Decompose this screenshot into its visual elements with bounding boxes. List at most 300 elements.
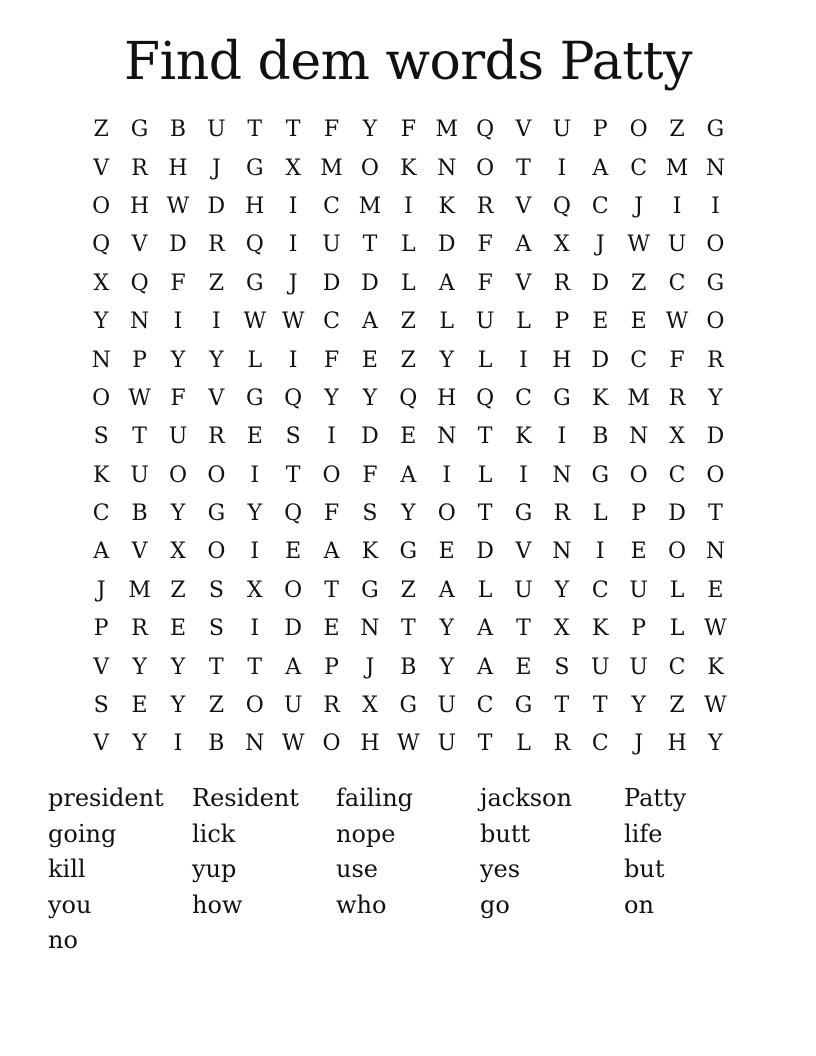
grid-letter: T [324, 577, 339, 603]
grid-letter: S [208, 577, 224, 603]
grid-letter: V [515, 193, 532, 219]
grid-letter: D [361, 424, 379, 450]
grid-letter: D [706, 424, 725, 450]
grid-letter: O [629, 462, 648, 488]
grid-letter: H [552, 347, 572, 373]
grid-letter: A [361, 309, 378, 335]
grid-letter: U [475, 309, 495, 335]
grid-letter: D [207, 193, 226, 219]
grid-letter: N [629, 424, 649, 450]
grid-letter: P [554, 309, 570, 335]
grid-letter: Z [208, 270, 225, 296]
grid-letter: Q [245, 232, 264, 258]
grid-letter: K [438, 193, 455, 219]
grid-letter: S [93, 693, 109, 719]
grid-letter: R [323, 693, 340, 719]
grid-letter: O [207, 539, 226, 565]
grid-letter: X [554, 232, 570, 258]
grid-letter: Y [439, 347, 454, 373]
grid-letter: Y [247, 501, 263, 527]
grid-letter: Z [669, 117, 685, 143]
grid-letter: I [711, 193, 720, 219]
grid-letter: G [245, 155, 264, 181]
grid-letter: I [557, 424, 567, 450]
grid-letter: O [322, 731, 341, 757]
grid-letter: N [705, 539, 726, 565]
grid-letter: X [285, 155, 301, 181]
grid-letter: F [170, 270, 186, 296]
grid-letter: Q [476, 117, 495, 143]
grid-letter: N [552, 462, 572, 488]
grid-letter: Z [631, 270, 647, 296]
grid-letter: W [704, 693, 727, 719]
grid-letter: Y [209, 347, 224, 373]
grid-letter: Q [552, 193, 571, 219]
grid-letter: C [630, 347, 648, 373]
grid-letter: U [552, 117, 572, 143]
grid-letter: Z [93, 117, 109, 143]
grid-letter: F [323, 347, 340, 373]
grid-letter: X [170, 539, 186, 565]
puzzle-title: Find dem words Patty [124, 32, 692, 92]
grid-letter: I [250, 462, 260, 488]
grid-letter: T [516, 616, 531, 642]
grid-letter: G [591, 462, 610, 488]
grid-letter: X [554, 616, 570, 642]
grid-letter: H [129, 193, 150, 219]
grid-letter: E [630, 309, 647, 335]
grid-letter: L [477, 577, 493, 603]
grid-letter: Y [170, 693, 186, 719]
grid-letter: O [168, 462, 187, 488]
grid-letter: T [285, 462, 301, 488]
grid-letter: O [322, 462, 341, 488]
grid-letter: U [591, 654, 610, 680]
grid-letter: S [208, 616, 224, 642]
grid-letter: O [629, 117, 648, 143]
grid-letter: V [515, 270, 532, 296]
grid-letter: N [437, 155, 457, 181]
grid-letter: K [515, 424, 532, 450]
grid-letter: Y [170, 501, 186, 527]
grid-letter: G [245, 270, 264, 296]
grid-letter: Z [208, 693, 225, 719]
grid-letter: Z [170, 577, 186, 603]
grid-letter: G [553, 385, 571, 411]
grid-letter: R [208, 232, 225, 258]
grid-letter: O [360, 155, 379, 181]
grid-letter: Y [324, 385, 339, 411]
grid-letter: I [173, 731, 183, 757]
grid-letter: C [92, 501, 110, 527]
grid-letter: V [93, 731, 110, 757]
grid-letter: A [477, 654, 494, 680]
grid-letter: I [212, 309, 221, 335]
grid-letter: Y [708, 385, 723, 411]
grid-letter: P [592, 117, 608, 143]
grid-letter: V [515, 539, 532, 565]
grid-letter: P [631, 501, 647, 527]
word-list-item: jackson [480, 784, 572, 812]
grid-letter: X [362, 693, 378, 719]
grid-letter: V [131, 232, 148, 258]
grid-letter: C [515, 385, 532, 411]
grid-letter: R [668, 385, 686, 411]
grid-letter: V [93, 654, 110, 680]
grid-letter: H [360, 731, 380, 757]
grid-letter: I [327, 424, 336, 450]
grid-letter: C [668, 654, 686, 680]
grid-letter: E [131, 693, 148, 719]
grid-letter: W [704, 616, 727, 642]
grid-letter: W [166, 193, 190, 219]
grid-letter: A [323, 539, 340, 565]
grid-letter: E [707, 577, 724, 603]
grid-letter: A [438, 577, 455, 603]
word-list-item: yes [480, 855, 521, 884]
grid-letter: N [360, 616, 380, 642]
grid-letter: P [93, 616, 109, 642]
grid-letter: O [668, 539, 687, 565]
grid-letter: U [629, 577, 648, 603]
grid-letter: F [477, 232, 493, 258]
grid-letter: X [93, 270, 110, 296]
word-list-item: go [480, 890, 510, 919]
grid-letter: W [128, 385, 151, 411]
grid-letter: K [707, 654, 724, 680]
grid-letter: M [358, 193, 382, 219]
grid-letter: Y [708, 731, 723, 757]
grid-letter: J [634, 731, 644, 757]
grid-letter: R [553, 501, 571, 527]
grid-letter: P [631, 616, 647, 642]
grid-letter: Y [132, 731, 147, 757]
grid-letter: Y [170, 654, 186, 680]
grid-letter: N [552, 539, 572, 565]
grid-letter: Q [130, 270, 149, 296]
grid-letter: U [130, 462, 149, 488]
grid-letter: G [706, 270, 725, 296]
grid-letter: D [322, 270, 341, 296]
grid-letter: Y [132, 654, 147, 680]
grid-letter: L [516, 309, 531, 335]
grid-letter: I [288, 347, 298, 373]
grid-letter: G [245, 385, 264, 411]
grid-letter: H [245, 193, 265, 219]
grid-letter: R [553, 731, 571, 757]
grid-letter: O [706, 462, 725, 488]
grid-letter: U [437, 731, 456, 757]
grid-letter: W [397, 731, 420, 757]
grid-letter: U [667, 232, 687, 258]
word-list-item: who [336, 890, 387, 919]
grid-letter: D [591, 270, 610, 296]
word-list-item: yup [192, 855, 237, 884]
grid-letter: I [250, 539, 260, 565]
grid-letter: U [283, 693, 303, 719]
grid-letter: C [591, 577, 609, 603]
word-list-item: going [48, 819, 117, 848]
word-list-item: lick [192, 819, 236, 848]
grid-letter: O [245, 693, 264, 719]
grid-letter: O [207, 462, 226, 488]
grid-letter: K [592, 616, 609, 642]
grid-letter: T [285, 117, 301, 143]
grid-letter: T [554, 693, 570, 719]
grid-letter: P [132, 347, 147, 373]
grid-letter: K [400, 155, 417, 181]
grid-letter: M [435, 117, 458, 143]
grid-letter: H [437, 385, 457, 411]
word-list-item: how [192, 890, 243, 919]
grid-letter: E [630, 539, 647, 565]
grid-letter: Z [669, 693, 685, 719]
grid-letter: O [706, 232, 725, 258]
grid-letter: T [209, 654, 224, 680]
grid-letter: L [477, 462, 493, 488]
word-list-item: no [48, 926, 78, 955]
grid-letter: U [207, 117, 226, 143]
grid-letter: C [668, 462, 686, 488]
grid-letter: C [591, 731, 609, 757]
grid-letter: D [361, 270, 379, 296]
grid-letter: U [514, 577, 533, 603]
grid-letter: A [438, 270, 455, 296]
grid-letter: G [514, 501, 533, 527]
grid-letter: F [362, 462, 378, 488]
grid-letter: J [211, 155, 221, 181]
grid-letter: O [92, 193, 111, 219]
grid-letter: L [669, 616, 685, 642]
grid-letter: E [285, 539, 302, 565]
grid-letter: D [437, 232, 456, 258]
grid-letter: A [93, 539, 110, 565]
grid-letter: G [207, 501, 226, 527]
grid-letter: I [288, 232, 298, 258]
grid-letter: V [93, 155, 110, 181]
grid-letter: R [131, 155, 148, 181]
grid-letter: E [438, 539, 455, 565]
grid-letter: T [132, 424, 147, 450]
grid-letter: R [476, 193, 494, 219]
grid-letter: Y [362, 117, 378, 143]
grid-letter: G [706, 117, 725, 143]
grid-letter: T [400, 616, 416, 642]
word-list-item: kill [48, 855, 86, 884]
grid-letter: W [627, 232, 650, 258]
grid-letter: A [477, 616, 494, 642]
grid-letter: Y [401, 501, 416, 527]
grid-letter: A [592, 155, 609, 181]
grid-letter: S [554, 654, 570, 680]
grid-letter: O [437, 501, 456, 527]
grid-letter: W [281, 731, 305, 757]
grid-letter: O [476, 155, 495, 181]
grid-letter: K [361, 539, 379, 565]
grid-letter: L [592, 501, 608, 527]
letter-grid [82, 111, 735, 764]
grid-letter: E [400, 424, 417, 450]
grid-letter: A [285, 654, 302, 680]
grid-letter: O [284, 577, 303, 603]
grid-letter: Z [400, 577, 416, 603]
grid-letter: J [365, 654, 375, 680]
grid-letter: N [705, 155, 726, 181]
grid-letter: V [208, 385, 225, 411]
grid-letter: F [323, 501, 340, 527]
grid-letter: L [439, 309, 455, 335]
grid-letter: Y [631, 693, 646, 719]
grid-letter: E [361, 347, 378, 373]
grid-letter: L [247, 347, 263, 373]
grid-letter: I [173, 309, 183, 335]
grid-letter: Q [399, 385, 418, 411]
grid-letter: N [91, 347, 111, 373]
grid-letter: L [401, 270, 416, 296]
grid-letter: L [401, 232, 416, 258]
word-list-item: nope [336, 819, 396, 848]
grid-letter: Q [92, 232, 111, 258]
grid-letter: B [400, 654, 417, 680]
grid-letter: R [131, 616, 148, 642]
grid-letter: X [669, 424, 685, 450]
grid-letter: L [516, 731, 531, 757]
grid-letter: C [591, 193, 609, 219]
word-list-item: on [624, 890, 654, 919]
grid-letter: A [515, 232, 532, 258]
grid-letter: F [170, 385, 186, 411]
grid-letter: G [514, 693, 533, 719]
grid-letter: G [130, 117, 149, 143]
grid-letter: T [247, 654, 263, 680]
grid-letter: D [668, 501, 686, 527]
word-list-item: but [624, 855, 665, 884]
word-list-item: use [336, 855, 378, 884]
grid-letter: H [667, 731, 687, 757]
grid-letter: M [627, 385, 650, 411]
grid-letter: K [92, 462, 110, 488]
grid-letter: T [477, 424, 493, 450]
grid-letter: S [362, 501, 378, 527]
grid-letter: Y [439, 616, 454, 642]
grid-letter: I [250, 616, 260, 642]
grid-letter: B [592, 424, 609, 450]
grid-letter: U [168, 424, 188, 450]
grid-letter: Y [554, 577, 570, 603]
word-list-item: failing [336, 784, 414, 812]
grid-letter: Y [362, 385, 378, 411]
grid-letter: Y [439, 654, 454, 680]
grid-letter: W [243, 309, 267, 335]
grid-letter: T [516, 155, 531, 181]
grid-letter: T [362, 232, 378, 258]
grid-letter: I [403, 193, 413, 219]
grid-letter: T [708, 501, 723, 527]
grid-letter: I [595, 539, 605, 565]
grid-letter: G [399, 693, 418, 719]
grid-letter: Q [284, 501, 303, 527]
grid-letter: J [634, 193, 644, 219]
grid-letter: T [247, 117, 263, 143]
grid-letter: N [245, 731, 265, 757]
grid-letter: T [592, 693, 608, 719]
grid-letter: U [629, 654, 648, 680]
grid-letter: B [169, 117, 187, 143]
grid-letter: Q [476, 385, 495, 411]
grid-letter: E [246, 424, 263, 450]
grid-letter: Y [93, 309, 109, 335]
grid-letter: C [668, 270, 686, 296]
grid-letter: D [284, 616, 302, 642]
word-list-item: butt [480, 819, 531, 848]
grid-letter: N [437, 424, 457, 450]
grid-letter: C [323, 193, 340, 219]
grid-letter: L [669, 577, 685, 603]
grid-letter: F [477, 270, 493, 296]
grid-letter: C [476, 693, 494, 719]
grid-letter: F [323, 117, 340, 143]
grid-letter: A [400, 462, 417, 488]
grid-letter: K [592, 385, 609, 411]
grid-letter: T [477, 501, 493, 527]
grid-letter: I [288, 193, 298, 219]
word-list-item: life [624, 819, 663, 848]
grid-letter: M [128, 577, 151, 603]
grid-letter: J [288, 270, 298, 296]
grid-letter: D [476, 539, 494, 565]
word-list-item: president [48, 784, 164, 812]
grid-letter: Z [400, 347, 416, 373]
grid-letter: F [669, 347, 685, 373]
grid-letter: D [591, 347, 610, 373]
grid-letter: M [320, 155, 343, 181]
grid-letter: W [665, 309, 689, 335]
grid-letter: Q [284, 385, 303, 411]
word-list [48, 781, 768, 959]
grid-letter: X [246, 577, 263, 603]
grid-letter: R [553, 270, 571, 296]
grid-letter: W [281, 309, 305, 335]
grid-letter: B [208, 731, 225, 757]
grid-letter: S [93, 424, 109, 450]
grid-letter: O [706, 309, 725, 335]
grid-letter: R [707, 347, 724, 373]
grid-letter: L [477, 347, 493, 373]
grid-letter: G [361, 577, 379, 603]
grid-letter: N [129, 309, 150, 335]
grid-letter: E [169, 616, 186, 642]
grid-letter: G [399, 539, 418, 565]
grid-letter: J [96, 577, 106, 603]
grid-letter: U [437, 693, 456, 719]
word-list-item: Resident [192, 784, 299, 812]
grid-letter: E [323, 616, 340, 642]
grid-letter: O [92, 385, 111, 411]
grid-letter: C [323, 309, 340, 335]
grid-letter: Y [170, 347, 186, 373]
grid-letter: I [672, 193, 682, 219]
grid-letter: M [665, 155, 689, 181]
grid-letter: Z [400, 309, 416, 335]
grid-letter: I [519, 462, 528, 488]
grid-letter: V [131, 539, 148, 565]
grid-letter: H [168, 155, 188, 181]
grid-letter: I [557, 155, 567, 181]
word-list-item: you [48, 890, 92, 919]
word-list-item: Patty [624, 784, 687, 812]
grid-letter: I [442, 462, 452, 488]
grid-letter: E [592, 309, 609, 335]
